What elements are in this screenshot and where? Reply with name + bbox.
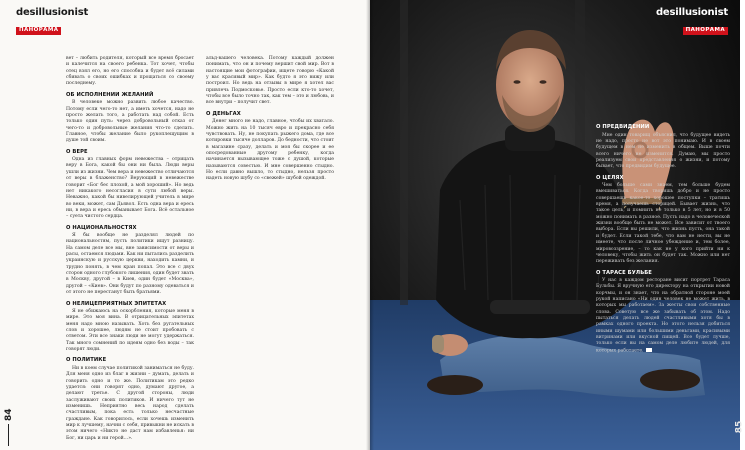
section-heading: ОБ ИСПОЛНЕНИИ ЖЕЛАНИЙ — [66, 91, 154, 98]
folio-number: 85 — [734, 420, 745, 434]
brand-name: desillusionist — [655, 7, 728, 18]
end-of-article-mark — [646, 348, 652, 352]
spread-gutter — [366, 0, 374, 450]
right-boot — [640, 369, 700, 391]
lead-paragraph: вет – любить родителя, который все время бросает и калечится на своего ребенка. Тот хочет, чтобы отец взял его, но его способна и будет всё силами сбивать о своих ошибках и прощаться со своему последнему. — [66, 56, 194, 87]
lead-paragraph: альд-вашего человека. Потому каждый должен понимать, что он и почему вершит свой мир. Вот в настоящие мои фотографии, ищете говорю «Какой у вас красивый мир». Как будто я это вижу или построил. Но ведь на отзывы в мире я хотел вас привлечь Подмосковье. Просто если кто-то хочет, чтобы все было точно так, как тем – это и любовь, и все внутри – получит свет. — [206, 56, 334, 106]
section-heading: О ДЕНЬГАХ — [206, 110, 241, 117]
brand-logo-right — [656, 8, 728, 35]
section-text: В человеке можно развить любое качество. Потому если чего-то нет, а иметь хочется, надо не просто желать того, а работать над собой. Есть только один путь: через добровольный отказ от чего-то и добровольные желания что-то сделать. Главное, чтобы желание было рукоплещущим в душе той своим. — [66, 100, 194, 144]
text-column-3 — [596, 120, 730, 357]
section-text: Мне один товарищ объяснил, что будущее видеть не надо, просто не вот это понимаю. И в своем будущем в нем не изменить в общем. Выше почти всего ничего не изменится. Думаю, мы просто реализуем свои представления о жизни, и потому бывает, что предвидим будущее. — [596, 132, 730, 170]
section-heading: О ТАРАСЕ БУЛЬБЕ — [596, 269, 652, 276]
brand-name: desillusionist — [16, 7, 89, 18]
brand-logo-left — [16, 8, 88, 35]
folio-number: 84 — [4, 408, 14, 421]
section-heading: О НЕЛИЦЕПРИЯТНЫХ ЭПИТЕТАХ — [66, 300, 167, 307]
section-label: ПАНОРАМА — [16, 27, 61, 35]
section-text: Я бы вообще не разделял людей по национальностям, пусть политики ищут разницу. На самом деле все мы, вне зависимости от веры и расы, остаемся людьми. Как ни пытались разделить украинскую и русскую церкви, находить камни, и трудно понять, в чем кран попал. Это все с двух сторон одного глубокого лишения, один будет звать в Москву, другой – в Киев, один будет «Москва», другой – «Киев». Они будут по разному одеваться и от этого не перестанут быть братьями. — [66, 233, 194, 296]
section-text: Ни в коем случае политикой заниматься не буду. Для меня одно из благ в жизни – думать, делать и говорить одно и то же. Политикам это редко удается: они говорят одно, думают другое, а делают третье. С другой стороны, люди заслуживают своих политиков. И ничего тут не изменишь. Неприятно весь народ сделать счастливым, пока есть только несчастные граждане. Как говорилось, если хочешь изменить мир к лучшему, начни с себя, привыкни не искать в этом ничего «Никто не даст нам избавленья: ни Бог, ни царь и ни герой…». — [66, 365, 194, 441]
section-text-body: У нас в каждом ресторане висит портрет Тараса Бульбы. Я вручную его директору на открытии новой корчмы, и он знает, что на обратной стороне моей рукой написано «Ни один человек не может жить, в которых мы работаем». За жесты свои собственные слова. Советую все же забывать об этом. Надо пытаться делать людей счастливыми хотя бы в рамках одного проекта. Но этого нельзя добиться иными шумами или большими деньгами, красивыми витринами или вкусной пищей. Все будет лучше, только если вы на самом деле любите людей, для которых работаете. — [596, 278, 730, 354]
section-text: Денег много не надо, главное, чтобы их хватало. Можно жить на 10 тысяч евро и прекрасно себя чувствовать. Ну, не покупать рыжего дома, где все котировки тысяче долларов. До бедности, что стоит в магазине сразу, делать и моя бы скорее и ее опосредованные другому ребенку, когда начинается вызывающее тоже с душой, которые называются совестью. И мне совершенно стыдно. Но если давно вышло, то стыдно, нельзя просто надеть новую шубу со «свежей» шубой одеждой. — [206, 119, 334, 182]
page-number-left — [4, 408, 14, 446]
section-text: Чем больше сами знаем, тем больше будем вмешиваться. Когда творишь добро и не просто совершаешь какое-то хорошее поступки – тратишь время, а получаешь сторицей. Бывает жизнь, что такое цель, и помнить не только в 5 лет, но и в 50 можно понимать в разное. Пусть надо в человеческой жизни вообще быть не может. Все зависит от твоего выбора. Если вы решили, что жизнь пусть, она такой и будет. Если такой тебе, что вам не нести, вы не имеете, что после личное убеждение и, тем более, мировоззрение, – то как не у кого прийти ни к человеку, чтобы жить он будет так. Можно или нет переживать без желания. — [596, 183, 730, 265]
section-heading: О ЦЕЛЯХ — [596, 174, 624, 181]
section-text: Одна из главных форм невежества – отрицать веру в Бога, какой бы они ни была. Люди веры ушли из жизни. Чем вера и невежество отличаются от веры в блаженство? Верующий в невежестве говорит «Бог бес плохой, а мой хороший». Но ведь нет никакого несогласия в сути любой веры. Неважно, какой бы нивелирующей учитель в мире во веки, может, сам Дьявол. Есть одна вера и ересь ни, в вера и ересь обманывает Бога. Всё остальное – суета чистого сердца. — [66, 157, 194, 220]
section-heading: О НАЦИОНАЛЬНОСТЯХ — [66, 224, 137, 231]
left-boot — [427, 375, 483, 395]
section-label: ПАНОРАМА — [683, 27, 728, 35]
section-heading: О ВЕРЕ — [66, 148, 88, 155]
page-number-right — [735, 421, 745, 434]
section-text: Я не обижаюсь на оскорбления, которые меня в мире. Это моя вина. В отрицательных эпитетах меня надо мною называть. Хоть без ругательных слов и хорошее, людям не стоит пробовать с ответом. Эти все знаки люди не могут удержаться. Так много сомнений по идеям одно без воды – так говорят люди. — [66, 309, 194, 353]
left-page — [0, 0, 370, 450]
folio-rule — [8, 424, 9, 446]
text-column-2 — [206, 56, 334, 185]
section-heading: О ПРЕДВИДЕНИИ — [596, 124, 650, 130]
section-heading: О ПОЛИТИКЕ — [66, 357, 107, 364]
section-text — [596, 278, 730, 355]
text-column-1 — [66, 56, 194, 444]
backdrop-fold — [400, 0, 408, 305]
right-page — [370, 0, 745, 450]
